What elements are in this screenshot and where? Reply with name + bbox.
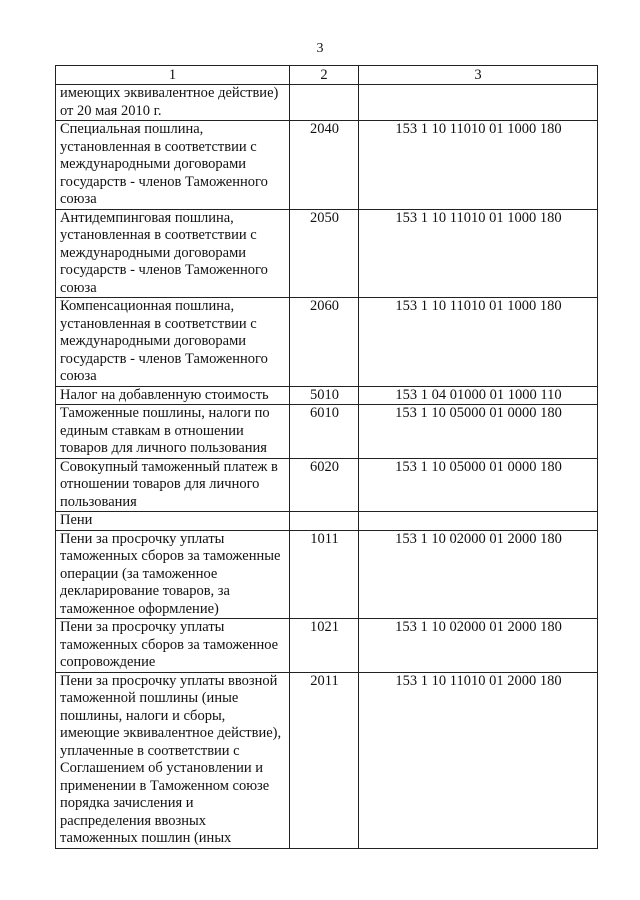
column-header-2: 2 (290, 66, 359, 85)
table-row (56, 405, 598, 459)
payment-code-cell (290, 85, 359, 121)
payment-code-cell (290, 512, 359, 531)
payment-name-cell: Пени за просрочку уплаты таможенных сборов за таможенное сопровождение (56, 619, 290, 673)
budget-classification-code-cell: 153 1 10 02000 01 2000 180 (359, 619, 598, 673)
payment-code-cell: 6020 (290, 458, 359, 512)
budget-code-table (55, 65, 598, 849)
table-header-row (56, 66, 598, 85)
budget-classification-code-cell: 153 1 10 11010 01 1000 180 (359, 209, 598, 298)
payment-name-cell: Налог на добавленную стоимость (56, 386, 290, 405)
budget-classification-code-cell: 153 1 10 11010 01 1000 180 (359, 298, 598, 387)
table-section-row (56, 512, 598, 531)
table-row (56, 85, 598, 121)
payment-name-cell: Пени за просрочку уплаты таможенных сборов за таможенные операции (за таможенное декларирование товаров, за таможенное оформление) (56, 530, 290, 619)
payment-code-cell: 1021 (290, 619, 359, 673)
payment-name-cell: Таможенные пошлины, налоги по единым ставкам в отношении товаров для личного пользования (56, 405, 290, 459)
payment-code-cell: 2060 (290, 298, 359, 387)
budget-classification-code-cell: 153 1 10 02000 01 2000 180 (359, 530, 598, 619)
table-row (56, 619, 598, 673)
budget-classification-code-cell (359, 512, 598, 531)
column-header-1: 1 (56, 66, 290, 85)
table-row (56, 386, 598, 405)
payment-code-cell: 5010 (290, 386, 359, 405)
payment-name-cell: Специальная пошлина, установленная в соответствии с международными договорами государств - членов Таможенного союза (56, 121, 290, 210)
section-heading-cell: Пени (56, 512, 290, 531)
page-number: 3 (316, 41, 324, 56)
table-row (56, 121, 598, 210)
payment-name-cell: Пени за просрочку уплаты ввозной таможенной пошлины (иные пошлины, налоги и сборы, имеющие эквивалентное действие), уплаченные в соответствии с Соглашением об установлении и применении в Таможенном союзе порядка зачисления и распределения ввозных таможенных пошлин (иных (56, 672, 290, 848)
payment-code-cell: 2011 (290, 672, 359, 848)
payment-name-cell: Антидемпинговая пошлина, установленная в соответствии с международными договорами государств - членов Таможенного союза (56, 209, 290, 298)
budget-classification-code-cell: 153 1 10 11010 01 1000 180 (359, 121, 598, 210)
budget-classification-code-cell: 153 1 10 11010 01 2000 180 (359, 672, 598, 848)
budget-classification-code-cell: 153 1 10 05000 01 0000 180 (359, 405, 598, 459)
table-row (56, 672, 598, 848)
budget-classification-code-cell: 153 1 10 05000 01 0000 180 (359, 458, 598, 512)
payment-code-cell: 1011 (290, 530, 359, 619)
budget-classification-code-cell (359, 85, 598, 121)
payment-code-cell: 2050 (290, 209, 359, 298)
payment-name-cell: Совокупный таможенный платеж в отношении товаров для личного пользования (56, 458, 290, 512)
payment-code-cell: 6010 (290, 405, 359, 459)
column-header-3: 3 (359, 66, 598, 85)
table-row (56, 209, 598, 298)
table-row (56, 458, 598, 512)
table-row (56, 298, 598, 387)
payment-code-cell: 2040 (290, 121, 359, 210)
table-row (56, 530, 598, 619)
payment-name-cell: имеющих эквивалентное действие) от 20 мая 2010 г. (56, 85, 290, 121)
budget-classification-code-cell: 153 1 04 01000 01 1000 110 (359, 386, 598, 405)
payment-name-cell: Компенсационная пошлина, установленная в соответствии с международными договорами государств - членов Таможенного союза (56, 298, 290, 387)
